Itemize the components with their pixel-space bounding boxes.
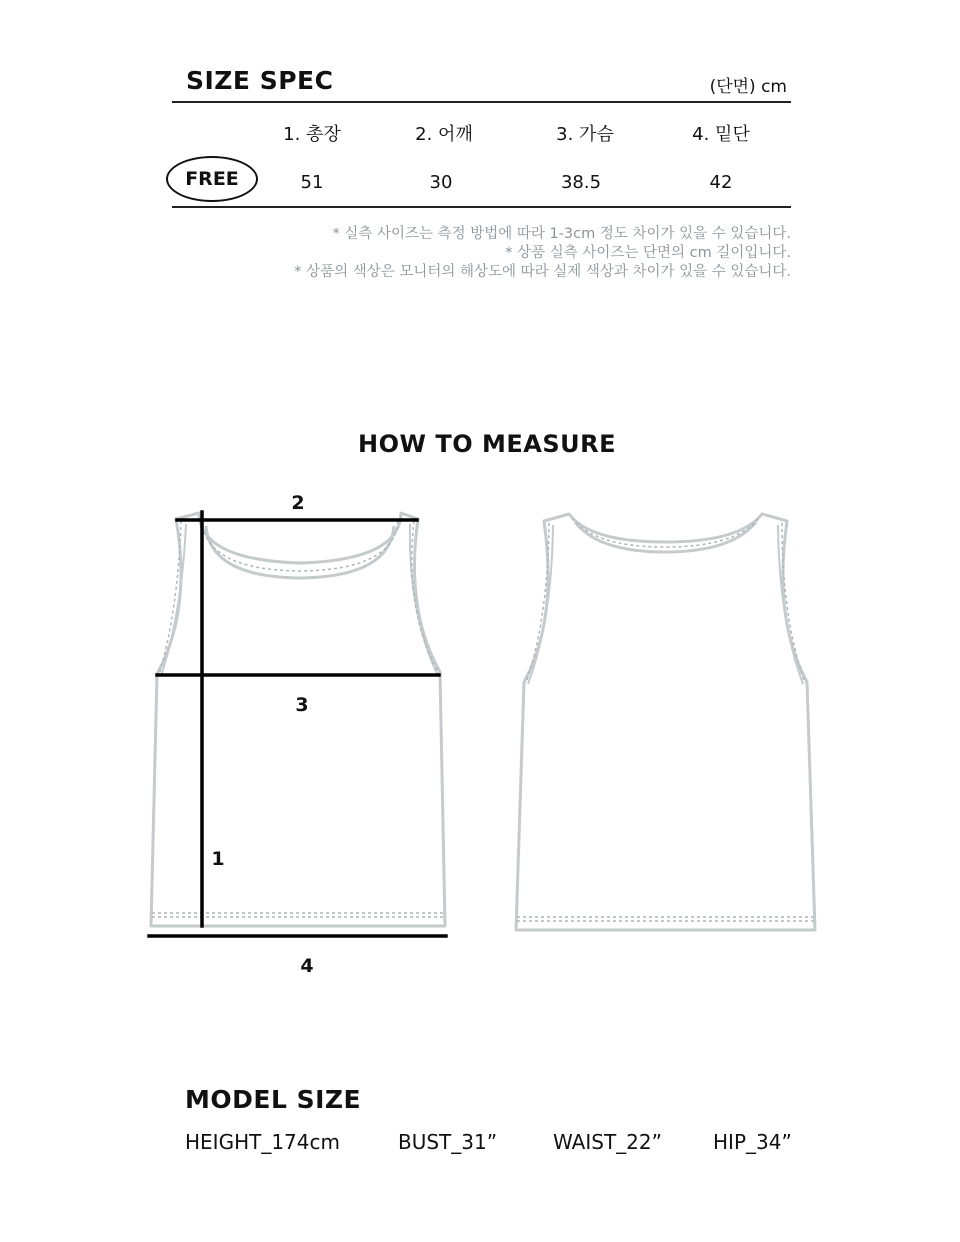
back-neckline-inner xyxy=(575,522,756,552)
label-hem: 4 xyxy=(300,955,314,977)
value-length: 51 xyxy=(300,172,324,193)
model-waist: WAIST_22” xyxy=(553,1130,662,1154)
model-height: HEIGHT_174cm xyxy=(185,1130,340,1154)
note-measurement-variance: * 실측 사이즈는 측정 방법에 따라 1-3cm 정도 차이가 있을 수 있습니다. xyxy=(332,226,791,242)
note-cross-section: * 상품 실측 사이즈는 단면의 cm 길이입니다. xyxy=(505,245,791,261)
model-hip: HIP_34” xyxy=(713,1130,792,1154)
front-outline xyxy=(151,513,445,926)
note-color-variance: * 상품의 색상은 모니터의 해상도에 따라 실제 색상과 차이가 있을 수 있습니다. xyxy=(294,264,791,280)
model-bust: BUST_31” xyxy=(398,1130,498,1154)
column-header-shoulder: 2. 어깨 xyxy=(415,124,473,145)
back-left-armhole-inner xyxy=(528,525,553,684)
label-chest: 3 xyxy=(295,694,309,716)
column-header-length: 1. 총장 xyxy=(283,124,341,145)
value-hem: 42 xyxy=(709,172,733,193)
garment-front xyxy=(151,513,445,926)
measurement-lines xyxy=(149,512,446,936)
front-stitching xyxy=(152,520,444,917)
label-length: 1 xyxy=(211,848,225,870)
value-shoulder: 30 xyxy=(429,172,453,193)
size-badge-free: FREE xyxy=(166,156,258,202)
column-header-hem: 4. 밑단 xyxy=(692,124,750,145)
back-stitching xyxy=(517,518,814,921)
back-outline xyxy=(516,514,815,930)
how-to-measure-title: HOW TO MEASURE xyxy=(358,430,616,458)
size-spec-unit: (단면) cm xyxy=(709,77,787,97)
model-size-title: MODEL SIZE xyxy=(185,1085,362,1114)
column-header-chest: 3. 가슴 xyxy=(556,124,614,145)
size-spec-title: SIZE SPEC xyxy=(186,66,334,95)
value-chest: 38.5 xyxy=(560,172,602,193)
label-shoulder: 2 xyxy=(291,492,305,514)
garment-back xyxy=(516,514,815,930)
